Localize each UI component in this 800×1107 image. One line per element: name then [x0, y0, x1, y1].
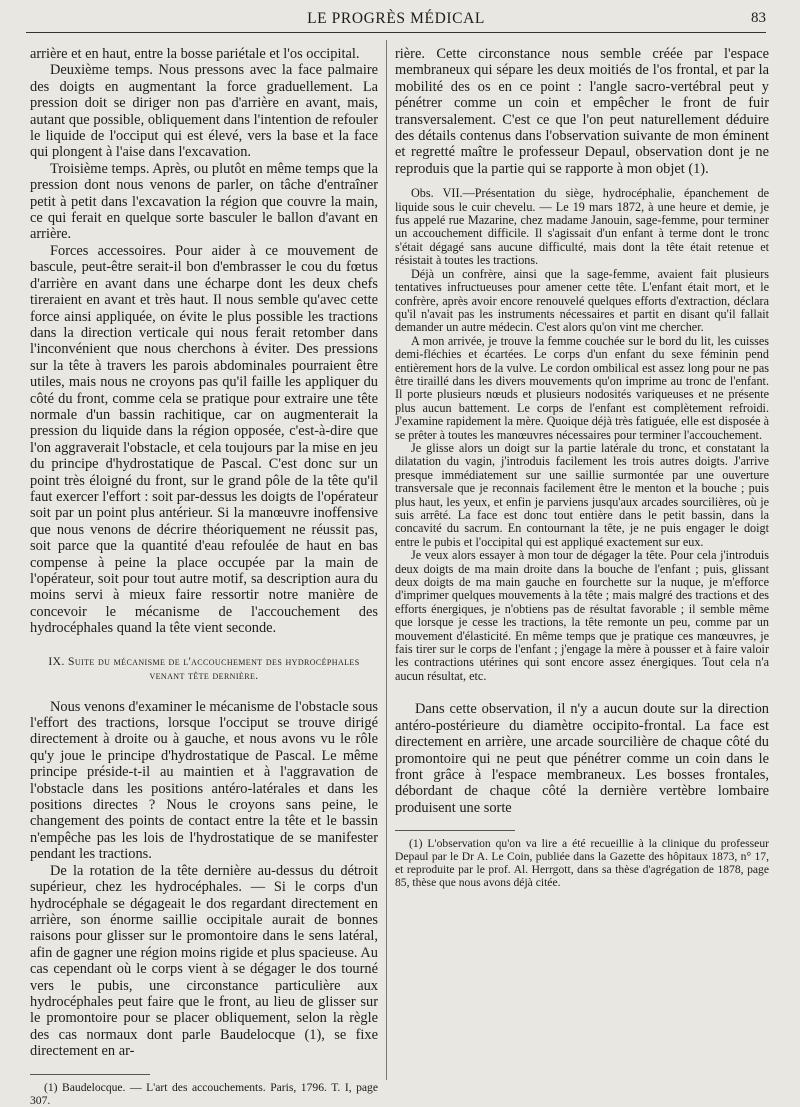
footnote-text: (1) Baudelocque. — L'art des accouchements. Paris, 1796. T. I, page 307.: [30, 1080, 378, 1107]
page-number: 83: [751, 10, 766, 26]
footnote: [395, 837, 769, 889]
footnote-text: (1) L'observation qu'on va lire a été recueillie à la clinique du professeur Depaul par le Dr A. Le Coin, publiée dans la Gazette des hôpitaux 1873, n° 17, et reproduite par le prof. Al. Herrgott, dans sa thèse d'agrégation de 1878, page 85, thèse que nous avons déjà citée.: [395, 837, 769, 890]
right-column: [395, 46, 769, 889]
observation-paragraph: Je glisse alors un doigt sur la partie latérale du tronc, et constatant la dilatation du vagin, j'introduis facilement les trois autres doigts. J'arrive presque immédiatement sur une saillie surmontée par une ouverture transversale que je reconnais facilement être le menton et la bouche ; puis plus haut, les yeux, et enfin je parviens jusqu'aux arcades sourcilières, où je suis arrêté. La face est donc tout entière dans le petit bassin, dans la concavité du sacrum. En contournant la tête, je ne puis engager le doigt entre le pubis et l'occipital qui est appliqué exactement sur eux.: [395, 440, 769, 549]
column-divider: [386, 40, 387, 1080]
observation-paragraph: A mon arrivée, je trouve la femme couchée sur le bord du lit, les cuisses demi-fléchies et écartées. Le corps d'un enfant du sexe féminin pend entièrement hors de la vulve. Le cordon ombilical est assez long pour ne pas être tiraillé dans les divers mouvements qu'on imprime au tronc de l'enfant. Il porte plusieurs nœuds et plusieurs nodosités variqueuses et ne présente plus aucun battement. Le corps de l'enfant est complètement refroidi. J'examine rapidement la mère. Quoique déjà très fatiguée, elle est disposée à se prêter à toutes les manœuvres nécessaires pour terminer l'accouchement.: [395, 333, 769, 442]
paragraph: De la rotation de la tête dernière au-dessus du détroit supérieur, chez les hydrocéphales. — Si le corps d'un hydrocéphale se dégageait le dos regardant directement en arrière, son énorme saillie occipitale aurait de bonnes raisons pour glisser sur le promontoire dans le sens latéral, afin de gagner une région moins rigide et plus spacieuse. Au cas cependant où le corps vient à se dégager le dos tourné vers le pubis, une circonstance particulière aux hydrocéphales peut faire que le front, au lieu de glisser sur le promontoire pour se placer obliquement, selon la règle des cas normaux dont parle Baudelocque (1), se fixe directement en ar-: [30, 862, 378, 1060]
left-column: [30, 46, 378, 1107]
running-header: [26, 8, 766, 33]
paragraph: Dans cette observation, il n'y a aucun doute sur la direction antéro-postérieure du diamètre occipito-frontal. La face est directement en arrière, une arcade sourcilière de chaque côté du promontoire qui ne peut que pénétrer comme un coin dans le front grâce à l'espace membraneux. Les bosses frontales, débordant de chaque côté la dernière vertèbre lombaire produisent une sorte: [395, 701, 769, 816]
observation-paragraph: Déjà un confrère, ainsi que la sage-femme, avaient fait plusieurs tentatives infructueuses pour amener cette tête. L'enfant était mort, et le confrère, après avoir encore renouvelé quelques efforts d'extraction, déclara qu'il n'avait pas les instruments nécessaires et partit en disant qu'il fallait demander un autre médecin. C'est alors qu'on vint me chercher.: [395, 266, 769, 335]
section-heading: IX. Suite du mécanisme de l'accouchement des hydrocéphales venant tête dernière.: [48, 654, 360, 682]
paragraph: Deuxième temps. Nous pressons avec la face palmaire des doigts en augmentant la force graduellement. La pression doit se diriger non pas d'arrière en avant, mais, autant que possible, obliquement dans l'intention de refouler le liquide de l'occiput qui est élevé, vers la base et la face qui plongent à l'aise dans l'excavation.: [30, 62, 378, 161]
paragraph: rière. Cette circonstance nous semble créée par l'espace membraneux qui sépare les deux moitiés de l'os frontal, et par la mobilité des os en ce point : l'angle sacro-vertébral peut y pénétrer comme un coin et empêcher le front de fuir transversalement. C'est ce que l'on peut naturellement déduire des détails contenus dans l'observation suivante de mon éminent et regretté maître le professeur Depaul, observation dont je ne reproduis que la partie qui se rapporte à mon objet (1).: [395, 46, 769, 177]
paragraph: Forces accessoires. Pour aider à ce mouvement de bascule, peut-être serait-il bon d'embrasser le cou du fœtus d'arrière en avant dans une écharpe dont les deux chefs tireraient en avant et très haut. Il nous semble qu'avec cette force ainsi appliquée, on évite le plus possible les tractions dans la direction verticale qui nous ferait retomber dans l'inconvénient que nous cherchons à éviter. Des pressions sur la tête à travers les parois abdominales pourraient être utiles, mais nous ne croyons pas qu'il faille les appliquer du côté du front, comme cela se pratique pour extraire une tête normale d'un bassin rachitique, car on augmenterait la pression du liquide dans la région opposée, c'est-à-dire que l'on aggraverait l'obstacle, et cela toujours par la mise en jeu du principe d'hydrostatique de Pascal. C'est donc sur un point très éloigné du front, sur le grand pôle de la tête qu'il faut exercer l'effort : soit par-dessus les doigts de l'opérateur soit par un point plus antérieur. Si la manœuvre inoffensive que nous venons de décrire théoriquement ne réussit pas, soit parce que la quantité d'eau refoulée de haut en bas compense à peine la place occupée par la main de l'opérateur, soit pour tout autre motif, sa description aura du moins servi à mieux faire ressortir notre manière de concevoir le mécanisme de l'accouchement des hydrocéphales quand la tête vient seconde.: [30, 242, 378, 637]
footnote-rule: [30, 1074, 150, 1075]
observation-paragraph: Obs. VII.—Présentation du siège, hydrocéphalie, épanchement de liquide sous le cuir chevelu. — Le 19 mars 1872, à une heure et demie, je fus appelé rue Mazarine, chez madame Janouin, sage-femme, pour terminer un accouchement difficile. Il s'agissait d'un enfant à terme dont le tronc s'était dégagé sans aucune difficulté, mais dont la tête était retenue et résistait à toutes les tractions.: [395, 186, 769, 268]
paragraph: arrière et en haut, entre la bosse pariétale et l'os occipital.: [30, 46, 360, 62]
paragraph: Troisième temps. Après, ou plutôt en même temps que la pression dont nous venons de parler, on tâche d'entraîner petit à petit dans l'excavation la région que couvre la main, ce qui ferait en quelque sorte basculer le ballon d'avant en arrière.: [30, 160, 378, 243]
footnote-rule: [395, 830, 515, 831]
observation-paragraph: Je veux alors essayer à mon tour de dégager la tête. Pour cela j'introduis deux doigts de ma main droite dans la bouche de l'enfant ; puis, glissant deux doigts de ma main gauche en fourchette sur la nuque, je m'efforce d'imprimer quelques mouvements à la tête ; mais malgré des tractions et des efforts énergiques, je n'obtiens pas de résultat favorable ; il semble même que lorsque je cesse les tractions, la tête remonte un peu, comme par un mouvement d'élasticité. En même temps que je pratique ces manœuvres, je fais tirer sur le corps de l'enfant ; j'engage la mère à pousser et à faire valoir les contractions utérines qui sont encore assez énergiques. Tout cela n'a aucun résultat, etc.: [395, 548, 769, 683]
paragraph: Nous venons d'examiner le mécanisme de l'obstacle sous l'effort des tractions, lorsque l'occiput se trouve dirigé directement à droite ou à gauche, et nous avons vu le rôle qu'y joue le principe d'hydrostatique de Pascal. Le même principe préside-t-il au maintien et à l'aggravation de l'obstacle dans les positions antéro-latérales et dans les positions directes ? Nous le croyons sans peine, le changement des points de contact entre la tête et le bassin n'empêche pas les lois de l'hydrostatique de se manifester pendant les tractions.: [30, 698, 378, 863]
journal-title: LE PROGRÈS MÉDICAL: [307, 10, 485, 27]
observation-block: [395, 187, 769, 683]
